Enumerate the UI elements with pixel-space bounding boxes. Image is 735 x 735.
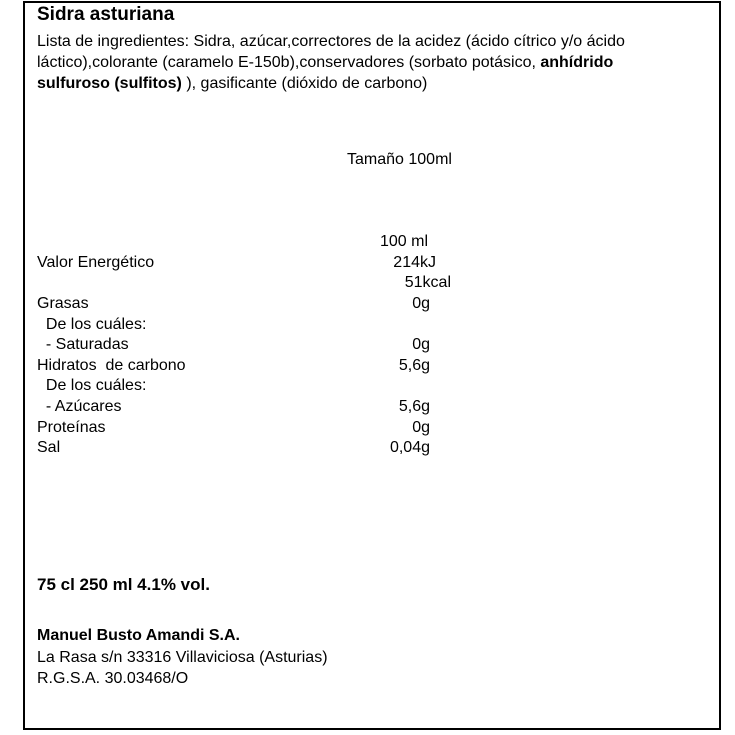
producer-name: Manuel Busto Amandi S.A.	[37, 627, 240, 644]
nutrition-row-label: - Saturadas	[37, 336, 129, 353]
nutrition-row-label: - Azúcares	[37, 398, 122, 415]
volume-info: 75 cl 250 ml 4.1% vol.	[37, 575, 210, 594]
ingredients-list	[37, 31, 677, 94]
nutrition-row-value: 0g	[412, 295, 430, 312]
producer-address: La Rasa s/n 33316 Villaviciosa (Asturias)	[37, 649, 328, 666]
nutrition-row-label: De los cuáles:	[37, 377, 147, 394]
ingredients-text-end: ), gasificante (dióxido de carbono)	[181, 75, 428, 92]
allergen-text: anhídrido sulfuroso (sulfitos)	[37, 54, 614, 92]
energy-kj: 214kJ	[393, 254, 436, 271]
nutrition-row-value: 5,6g	[398, 357, 430, 374]
product-title: Sidra asturiana	[37, 4, 175, 25]
energy-kcal: 51kcal	[404, 274, 451, 291]
nutrition-row-value: 5,6g	[398, 398, 430, 415]
registry-number: R.G.S.A. 30.03468/O	[37, 670, 189, 687]
nutrition-row-value: 0,04g	[389, 439, 430, 456]
nutrition-row-label: Grasas	[37, 295, 89, 312]
nutrition-row-label: Sal	[37, 439, 61, 456]
column-header: 100 ml	[380, 233, 429, 250]
energy-label: Valor Energético	[37, 254, 155, 271]
serving-title: Tamaño 100ml	[347, 151, 452, 168]
nutrition-row-label: Proteínas	[37, 419, 106, 436]
ingredients-text: Lista de ingredientes: Sidra, azúcar,correctores de la acidez (ácido cítrico y/o ácido láctico),colorante (caramelo E-150b),conservadores (sorbato potásico,	[37, 33, 625, 71]
nutrition-row-value: 0g	[412, 419, 430, 436]
nutrition-row-label: De los cuáles:	[37, 316, 147, 333]
nutrition-row-label: Hidratos de carbono	[37, 357, 186, 374]
nutrition-row-value: 0g	[412, 336, 430, 353]
